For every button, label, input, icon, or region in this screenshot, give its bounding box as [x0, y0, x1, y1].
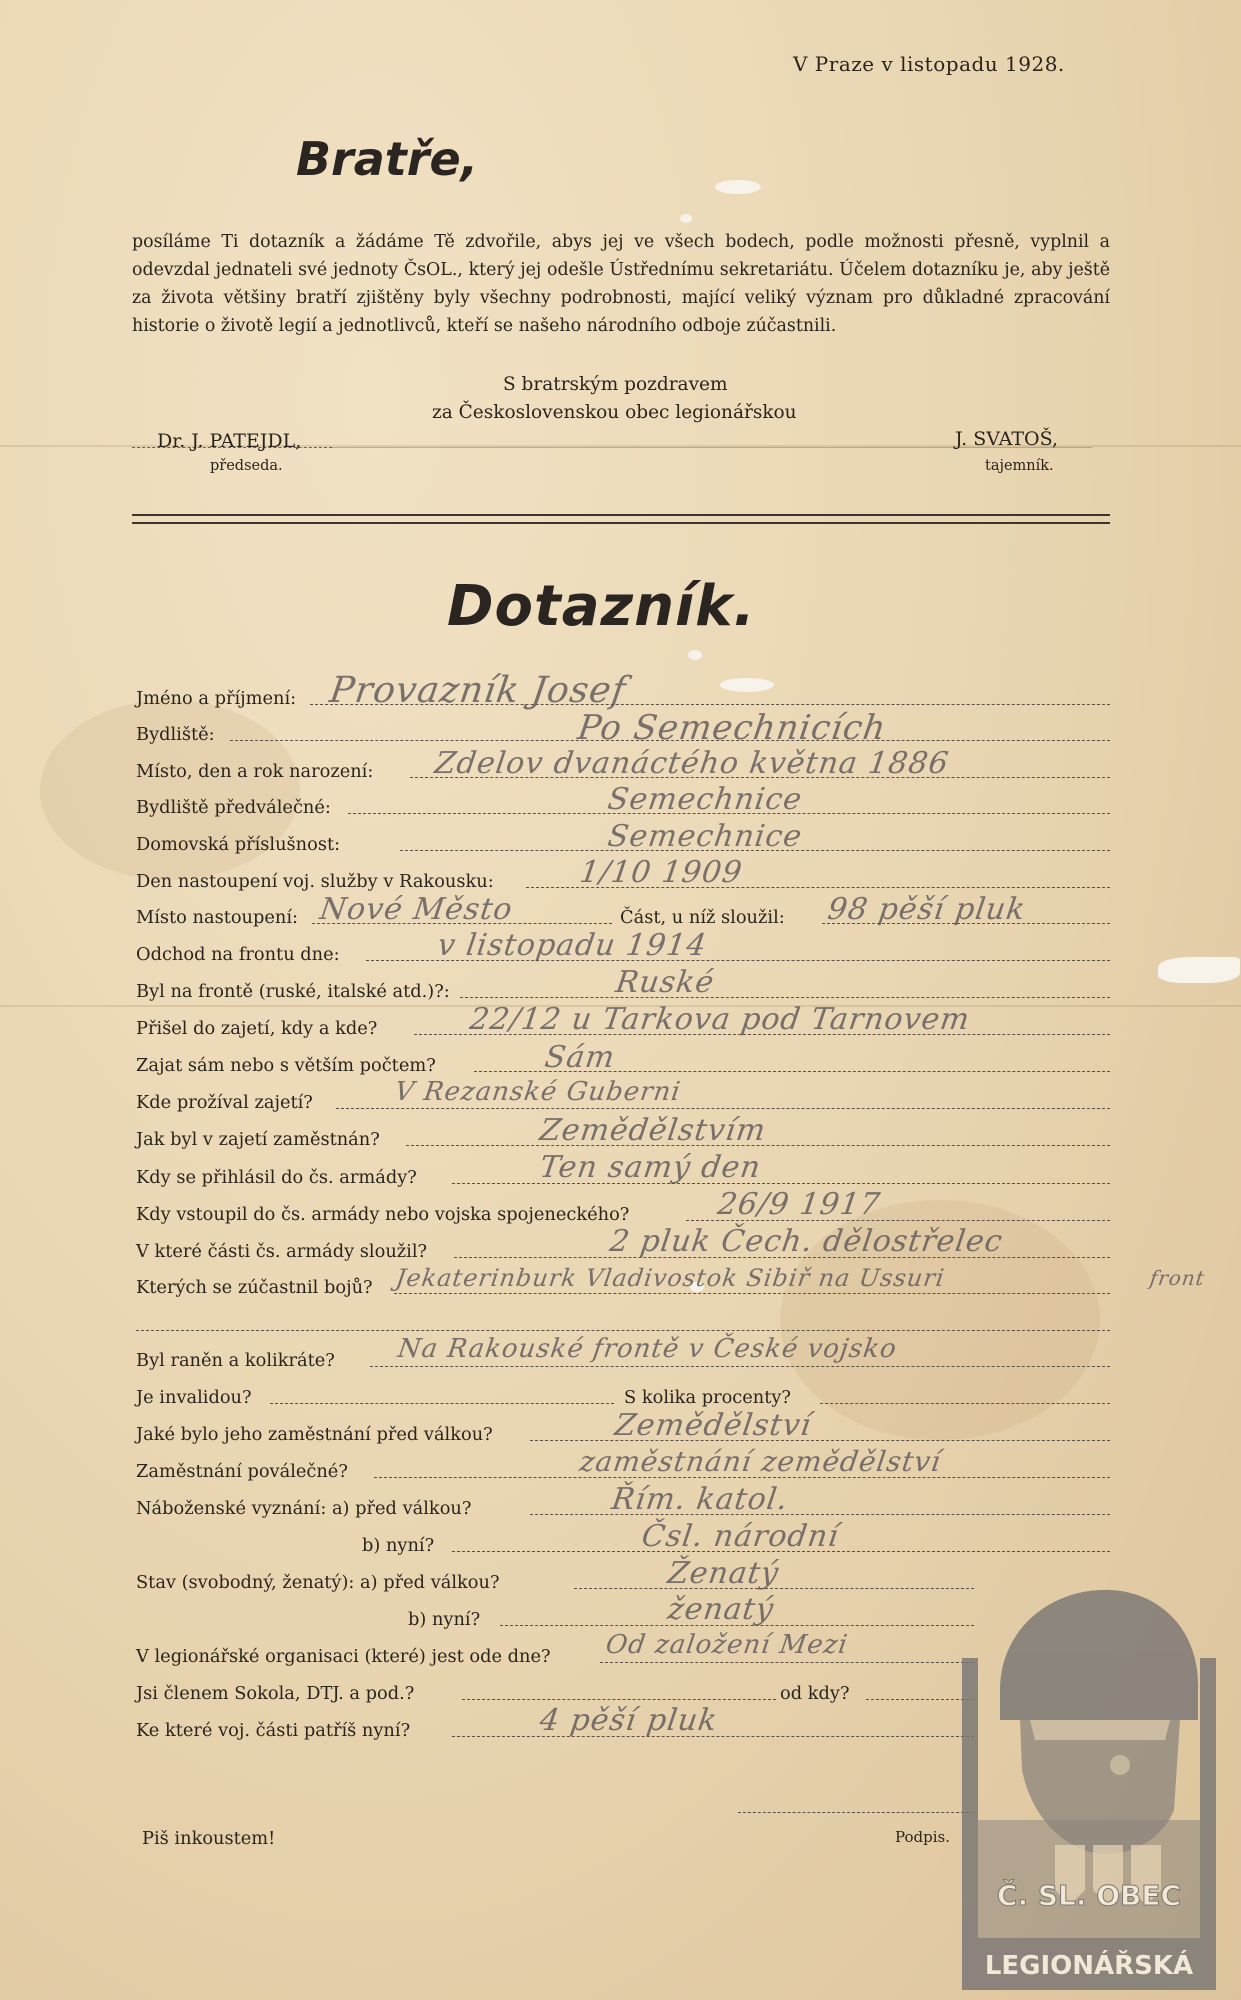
paper-hole [720, 678, 774, 692]
field-value-captivity-work: Zemědělstvím [537, 1113, 769, 1148]
ink-instruction: Piš inkoustem! [142, 1828, 276, 1849]
field-value-prewar-residence: Semechnice [605, 782, 805, 817]
field-label-residence: Bydliště: [136, 724, 215, 745]
field-label-domicile: Domovská příslušnost: [136, 834, 341, 855]
signatory-2-name: J. SVATOŠ, [955, 428, 1058, 450]
field-line-since [866, 1699, 974, 1700]
field-value-status-before: Ženatý [665, 1556, 782, 1591]
field-label-volunteered: Kdy se přihlásil do čs. armády? [136, 1167, 417, 1188]
field-value-residence: Po Semechnicích [575, 708, 889, 748]
field-label-percent: S kolika procenty? [624, 1387, 791, 1408]
paper-hole [688, 650, 702, 660]
legion-emblem [960, 1570, 1218, 1990]
field-line-battles-extra [136, 1330, 1110, 1331]
field-label-enlist-place: Místo nastoupení: [136, 907, 299, 928]
field-label-czech-unit: V které části čs. armády sloužil? [136, 1241, 428, 1262]
field-label-name: Jméno a příjmení: [136, 688, 297, 709]
field-value-czech-unit: 2 pluk Čech. dělostřelec [607, 1224, 1006, 1259]
field-value-postwar-job: zaměstnání zemědělství [577, 1445, 944, 1478]
letter-salutation: Bratře, [296, 132, 479, 186]
field-value-joined: 26/9 1917 [715, 1187, 883, 1222]
field-value-prewar-job: Zemědělství [612, 1408, 814, 1443]
signatory-1-name: Dr. J. PATEJDL, [157, 430, 302, 452]
field-label-legion-org: V legionářské organisaci (které) jest ode dne? [136, 1646, 551, 1667]
form-title: Dotazník. [447, 574, 756, 639]
field-value-legion-org: Od založení Mezi [603, 1630, 850, 1660]
field-value-unit: 98 pěší pluk [825, 892, 1028, 927]
field-label-sokol: Jsi členem Sokola, DTJ. a pod.? [136, 1683, 415, 1704]
signatory-1-role: předseda. [210, 458, 283, 474]
field-line-battles [394, 1293, 1110, 1294]
field-line-captivity-place [336, 1108, 1110, 1109]
field-label-service-start: Den nastoupení voj. služby v Rakousku: [136, 871, 494, 892]
field-value-captured: 22/12 u Tarkova pod Tarnovem [467, 1002, 973, 1037]
signature-label: Podpis. [895, 1828, 950, 1846]
field-value-religion-now: Čsl. národní [639, 1519, 842, 1554]
field-value-domicile: Semechnice [605, 819, 805, 854]
field-line-invalid [270, 1403, 614, 1404]
field-line-percent [820, 1403, 1110, 1404]
emblem-text-line-1: Č. SL. OBEC [996, 1879, 1182, 1912]
field-value-wounded: Na Rakouské frontě v České vojsko [395, 1334, 899, 1364]
field-label-front: Byl na frontě (ruské, italské atd.)?: [136, 981, 450, 1002]
field-label-since: od kdy? [780, 1683, 850, 1704]
field-value-front: Ruské [613, 965, 717, 1000]
field-value-service-start: 1/10 1909 [577, 855, 745, 890]
field-value-current-unit: 4 pěší pluk [537, 1703, 720, 1738]
letter-date: V Praze v listopadu 1928. [793, 52, 1065, 76]
field-value-name: Provazník Josef [327, 670, 629, 711]
field-line-sokol [462, 1699, 776, 1700]
field-value-battles-margin-note: front [1148, 1266, 1207, 1290]
field-value-birth: Zdelov dvanáctého května 1886 [432, 746, 952, 781]
legion-emblem-graphic [960, 1570, 1218, 1990]
field-value-enlist-place: Nové Město [317, 892, 516, 927]
field-label-captivity-place: Kde prožíval zajetí? [136, 1092, 313, 1113]
letter-intro: posíláme Ti dotazník a žádáme Tě zdvořile, abys jej ve všech bodech, podle možnosti přesně, vyplnil a odevzdal jednateli své jednoty ČsOL., který jej odešle Ústřednímu sekretariátu. Účelem dotazníku je, aby ještě za života většiny bratří zjištěny byly všechny podrobnosti, mající veliký význam pro důkladné zpracování historie o životě legií a jednotlivců, kteří se našeho národního odboje zúčastnili. [132, 232, 1110, 336]
field-label-unit: Část, u níž sloužil: [620, 907, 785, 928]
field-label-status-before: Stav (svobodný, ženatý): a) před válkou? [136, 1572, 500, 1593]
field-label-religion-now: b) nyní? [362, 1535, 435, 1556]
signature-line [738, 1812, 974, 1813]
field-value-status-now: ženatý [665, 1592, 777, 1627]
field-line-front [460, 997, 1110, 998]
field-label-invalid: Je invalidou? [136, 1387, 252, 1408]
field-value-religion-before: Řím. katol. [609, 1482, 791, 1517]
field-label-prewar-job: Jaké bylo jeho zaměstnání před válkou? [136, 1424, 493, 1445]
signatory-2-role: tajemník. [985, 458, 1054, 474]
field-line-wounded [370, 1366, 1110, 1367]
field-label-wounded: Byl raněn a kolikráte? [136, 1350, 335, 1371]
field-value-volunteered: Ten samý den [537, 1150, 764, 1185]
field-label-postwar-job: Zaměstnání poválečné? [136, 1461, 348, 1482]
emblem-text-line-2: LEGIONÁŘSKÁ [984, 1951, 1194, 1981]
field-label-current-unit: Ke které voj. části patříš nyní? [136, 1720, 411, 1741]
field-value-captivity-place: V Rezanské Guberni [392, 1077, 683, 1107]
field-label-front-departure: Odchod na frontu dne: [136, 944, 340, 965]
field-value-battles: Jekaterinburk Vladivostok Sibiř na Ussuri [394, 1264, 947, 1292]
separator-rule [132, 514, 1110, 516]
paper-hole [680, 214, 692, 223]
field-label-birth: Místo, den a rok narození: [136, 761, 374, 782]
greeting-line-2: za Československou obec legionářskou [432, 402, 797, 423]
field-label-status-now: b) nyní? [408, 1609, 481, 1630]
field-label-captured-with: Zajat sám nebo s větším počtem? [136, 1055, 436, 1076]
field-label-captured: Přišel do zajetí, kdy a kde? [136, 1018, 378, 1039]
field-value-front-departure: v listopadu 1914 [435, 928, 710, 963]
field-value-captured-with: Sám [542, 1040, 618, 1075]
field-label-prewar-residence: Bydliště předválečné: [136, 797, 331, 818]
field-label-battles: Kterých se zúčastnil bojů? [136, 1277, 373, 1298]
field-label-joined: Kdy vstoupil do čs. armády nebo vojska spojeneckého? [136, 1204, 630, 1225]
field-line-legion-org [600, 1662, 974, 1663]
separator-rule [132, 522, 1110, 524]
paper-tear [1158, 957, 1240, 983]
field-label-religion-before: Náboženské vyznání: a) před válkou? [136, 1498, 472, 1519]
field-label-captivity-work: Jak byl v zajetí zaměstnán? [136, 1129, 380, 1150]
paper-hole [715, 180, 761, 194]
greeting-line-1: S bratrským pozdravem [503, 374, 728, 395]
